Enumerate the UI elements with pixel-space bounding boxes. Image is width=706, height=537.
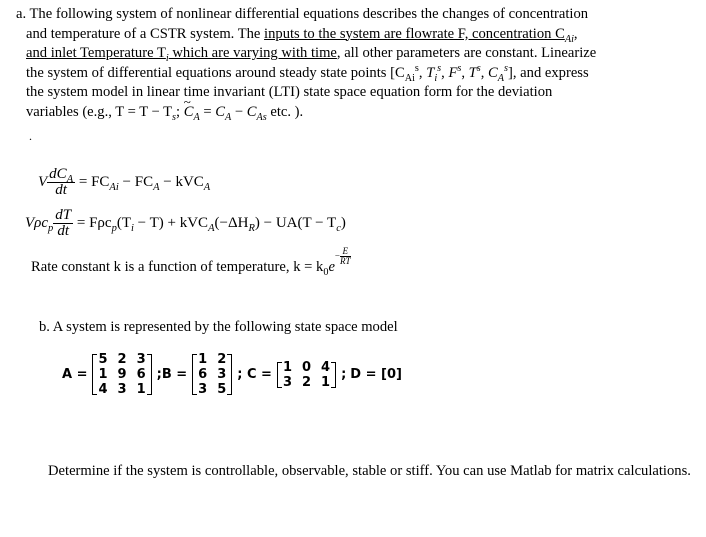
matrix-cell: 2 xyxy=(117,352,127,367)
equation-2: Vρc$_p$ $\frac{dT}{dt}$ = $F\rho c_p(T_i - T) + kVC_A(-\Delta H_R) - UA(T - T_c)$ xyxy=(25,207,346,239)
matrix-cell: 5 xyxy=(98,352,108,367)
matrix-cell: 3 xyxy=(198,382,208,397)
matrix-d: D = [0] xyxy=(350,367,402,382)
matrix-cell: 1 xyxy=(282,359,292,375)
part-a-paragraph xyxy=(16,5,646,123)
matrix-b-row xyxy=(198,352,226,367)
matrix-c-row xyxy=(283,360,330,375)
matrix-c-row xyxy=(283,375,330,390)
matrix-cell: 5 xyxy=(217,382,227,397)
matrix-b-row xyxy=(198,367,226,382)
matrix-cell: 1 xyxy=(136,382,146,397)
matrix-cell: 0 xyxy=(301,359,312,375)
determine-question: Determine if the system is controllable, observable, stable or stiff. You can use Matlab for matrix calculations. xyxy=(48,463,691,479)
matrix-cell: 3 xyxy=(217,367,227,382)
matrix-cell: 2 xyxy=(217,352,227,367)
matrix-cell: 1 xyxy=(98,367,108,382)
part-b-text: b. A system is represented by the following state space model xyxy=(39,319,398,335)
matrix-cell: 4 xyxy=(98,382,108,397)
equation-1: V $\frac{dC_A}{dt}$ = $FC_{Ai} - FC_A - kVC_A$ xyxy=(38,166,211,198)
part-a-line-6: variables (e.g., $T = T - T_s$; ~ $C_A = C_A - C_{As}$ etc. ). xyxy=(16,103,646,123)
matrix-cell: 9 xyxy=(117,367,127,382)
matrix-cell: 3 xyxy=(136,352,146,367)
matrix-a-row xyxy=(98,367,145,382)
matrix-b xyxy=(192,352,232,397)
rate-constant-line: Rate constant k is a function of temperature, $k = k_0e-$ $\frac{E}{RT}$ xyxy=(31,246,351,278)
part-a-line-4: the system of differential equations around steady state points [$C_{Ai}^s$, $T_i^s$, $F^s$, $T^s$, $C_A^s$], and express xyxy=(26,62,589,84)
state-space-matrices: A = 5 2 3 1 9 6 4 3 1 ;B = 1 2 6 3 3 5 ; C = 1 0 4 3 2 1 ; D = [0] xyxy=(62,352,402,397)
part-a-line-3: and inlet Temperature $T_i$ which are varying with time, all other parameters are constant. Linearize xyxy=(26,45,597,65)
matrix-cell: 1 xyxy=(198,352,208,367)
part-a-line-1: a. The following system of nonlinear differential equations describes the changes of concentration xyxy=(16,6,589,22)
matrix-cell: 3 xyxy=(117,382,127,397)
matrix-a-row xyxy=(98,382,145,397)
matrix-cell: 4 xyxy=(321,359,331,375)
matrix-b-row xyxy=(198,382,226,397)
matrix-cell: 3 xyxy=(282,374,292,390)
matrix-cell: 2 xyxy=(301,374,312,390)
bullet-dot: . xyxy=(29,129,32,143)
matrix-cell: 6 xyxy=(198,367,208,382)
part-a-line-2: and temperature of a CSTR system. The inputs to the system are flowrate F, concentration $C_{Ai}$, xyxy=(26,25,578,45)
matrix-c xyxy=(277,360,336,390)
matrix-a-row xyxy=(98,352,145,367)
matrix-cell: 1 xyxy=(321,374,331,390)
part-a-line-5: the system model in linear time invariant (LTI) state space equation form for the deviation xyxy=(26,84,553,101)
matrix-a xyxy=(92,352,151,397)
matrix-cell: 6 xyxy=(136,367,146,382)
